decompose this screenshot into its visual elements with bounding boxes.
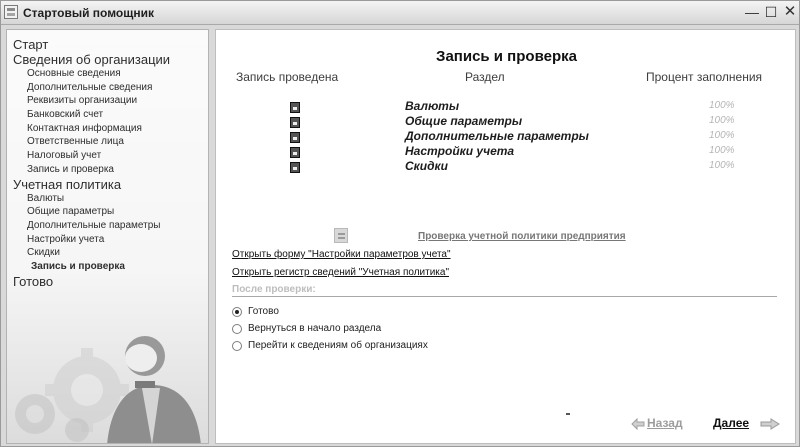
sidebar-item-record-check-active[interactable]: Запись и проверка — [31, 260, 125, 272]
sidebar-item-record-check-org[interactable]: Запись и проверка — [27, 163, 114, 175]
page-title: Запись и проверка — [436, 48, 577, 65]
table-row — [216, 115, 797, 130]
section-name: Валюты — [405, 99, 460, 113]
minimize-button[interactable]: — — [745, 4, 759, 20]
sidebar-item-additional-info[interactable]: Дополнительные сведения — [27, 81, 153, 93]
table-row — [216, 160, 797, 175]
open-settings-form-link[interactable]: Открыть форму "Настройки параметров учета" — [232, 249, 451, 260]
record-status-icon — [290, 147, 300, 158]
radio-label-done: Готово — [248, 306, 279, 317]
gears-person-illustration — [7, 280, 209, 444]
main-panel — [215, 29, 796, 444]
sidebar-item-organization-info[interactable]: Сведения об организации — [13, 52, 171, 67]
record-status-icon — [290, 162, 300, 173]
radio-button[interactable] — [232, 324, 242, 334]
sidebar-item-organization-details[interactable]: Реквизиты организации — [27, 95, 138, 107]
column-header-section: Раздел — [465, 70, 505, 84]
cursor-mark — [566, 413, 570, 415]
after-check-label: После проверки: — [232, 284, 316, 295]
window-title: Стартовый помощник — [23, 6, 154, 20]
column-header-percent: Процент заполнения — [646, 70, 763, 84]
back-button[interactable] — [631, 415, 701, 433]
completion-percent: 100% — [709, 145, 735, 156]
section-name: Дополнительные параметры — [405, 129, 589, 143]
next-button-label: Далее — [713, 416, 750, 430]
section-separator — [232, 296, 777, 297]
radio-option-return-start[interactable] — [232, 323, 582, 338]
table-row — [216, 145, 797, 160]
record-status-icon — [290, 132, 300, 143]
sidebar-item-basic-info[interactable]: Основные сведения — [27, 68, 121, 79]
maximize-button[interactable]: ☐ — [764, 4, 778, 20]
next-button[interactable] — [713, 415, 785, 433]
radio-label-return-start: Вернуться в начало раздела — [248, 323, 382, 334]
section-name: Настройки учета — [405, 144, 515, 158]
sidebar-item-responsible-persons[interactable]: Ответственные лица — [27, 136, 124, 148]
sidebar — [6, 29, 209, 444]
app-icon — [4, 5, 18, 19]
sidebar-item-tax-accounting[interactable]: Налоговый учет — [27, 150, 102, 162]
record-status-icon — [290, 117, 300, 128]
check-document-icon — [334, 228, 348, 243]
radio-button[interactable] — [232, 341, 242, 351]
record-status-icon — [290, 102, 300, 113]
sidebar-item-accounting-policy[interactable]: Учетная политика — [13, 176, 122, 192]
completion-percent: 100% — [709, 115, 735, 126]
radio-option-done[interactable] — [232, 306, 582, 321]
completion-percent: 100% — [709, 100, 735, 111]
section-name: Общие параметры — [405, 114, 523, 128]
accounting-policy-check-link[interactable]: Проверка учетной политики предприятия — [418, 231, 626, 242]
sidebar-item-currencies[interactable]: Валюты — [27, 192, 65, 204]
sidebar-item-additional-parameters[interactable]: Дополнительные параметры — [27, 219, 161, 231]
sidebar-item-done[interactable]: Готово — [13, 273, 54, 289]
back-button-label: Назад — [647, 416, 683, 430]
close-button[interactable]: ✕ — [783, 3, 797, 20]
table-row — [216, 100, 797, 115]
column-header-status: Запись проведена — [236, 70, 339, 84]
sidebar-item-general-parameters[interactable]: Общие параметры — [27, 206, 115, 218]
titlebar — [1, 1, 799, 25]
sidebar-item-discounts[interactable]: Скидки — [27, 247, 60, 259]
next-arrow-icon — [760, 418, 780, 430]
radio-option-organization-info[interactable] — [232, 340, 582, 355]
back-arrow-icon — [631, 418, 645, 430]
open-policy-register-link[interactable]: Открыть регистр сведений "Учетная политика" — [232, 267, 449, 278]
sidebar-item-start[interactable]: Старт — [13, 37, 49, 52]
section-name: Скидки — [405, 159, 448, 173]
sidebar-item-contact-info[interactable]: Контактная информация — [27, 122, 142, 134]
radio-label-organization-info: Перейти к сведениям об организациях — [248, 340, 428, 351]
table-row — [216, 130, 797, 145]
sidebar-item-bank-account[interactable]: Банковский счет — [27, 109, 104, 121]
sidebar-navigation — [13, 37, 203, 289]
completion-percent: 100% — [709, 130, 735, 141]
completion-percent: 100% — [709, 160, 735, 171]
sidebar-item-accounting-settings[interactable]: Настройки учета — [27, 233, 105, 245]
radio-button-checked[interactable] — [232, 307, 242, 317]
